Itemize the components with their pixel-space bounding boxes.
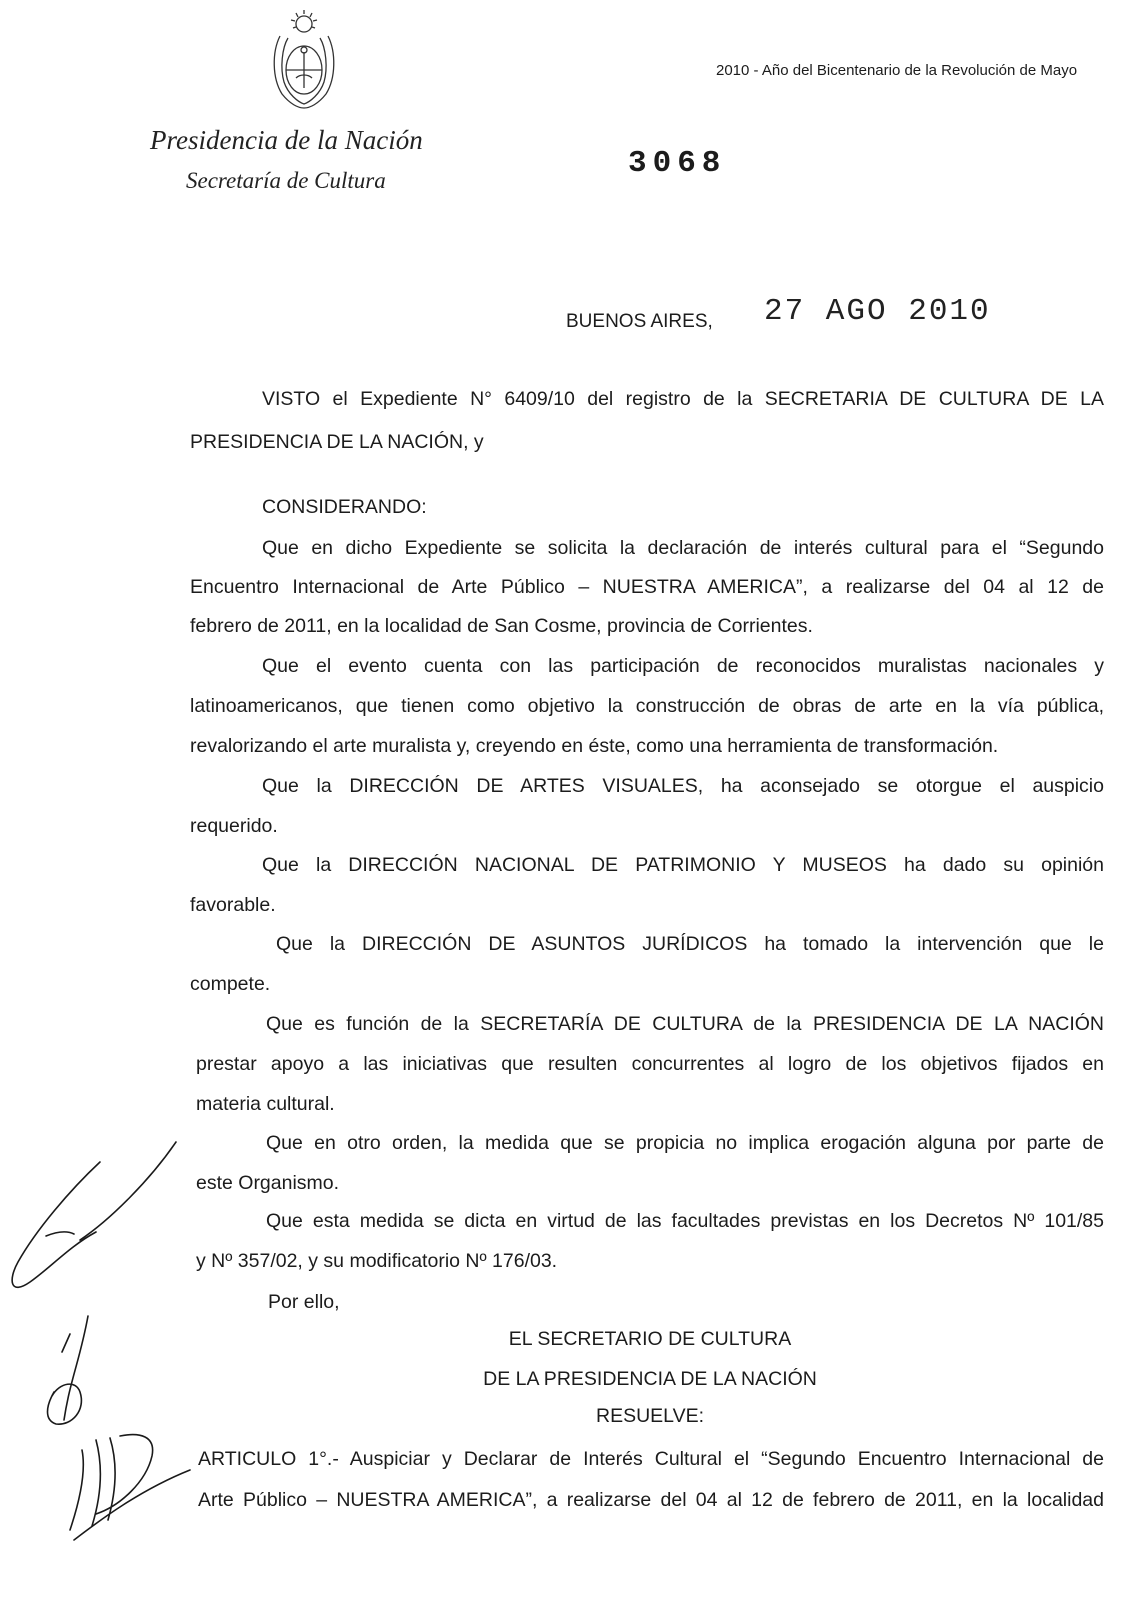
secretary-title-line-2: DE LA PRESIDENCIA DE LA NACIÓN [483, 1368, 817, 1390]
considerando-5-line-1: Que la DIRECCIÓN DE ASUNTOS JURÍDICOS ha tomado la intervención que le [276, 933, 1104, 955]
secretaria-heading: Secretaría de Cultura [186, 168, 386, 193]
considerando-8-line-1: Que esta medida se dicta en virtud de las facultades previstas en los Decretos Nº 101/85 [266, 1210, 1104, 1232]
considerando-3-line-2: requerido. [190, 815, 278, 837]
date-stamp: 27 AGO 2010 [764, 294, 991, 329]
year-motto: 2010 - Año del Bicentenario de la Revolución de Mayo [716, 62, 1078, 79]
considerando-4-line-2: favorable. [190, 894, 276, 916]
resolution-number: 3068 [628, 146, 727, 181]
presidencia-heading: Presidencia de la Nación [150, 125, 423, 155]
considerando-2-line-1: Que el evento cuenta con las participación de reconocidos muralistas nacionales y [262, 655, 1104, 677]
considerando-7-line-2: este Organismo. [196, 1172, 340, 1194]
secretary-title-line-1: EL SECRETARIO DE CULTURA [508, 1328, 792, 1350]
coat-of-arms-icon [268, 8, 340, 110]
considerando-2-line-3: revalorizando el arte muralista y, creyendo en éste, como una herramienta de transformación. [190, 735, 999, 757]
considerando-4-line-1: Que la DIRECCIÓN NACIONAL DE PATRIMONIO Y MUSEOS ha dado su opinión [262, 854, 1104, 876]
considerando-5-line-2: compete. [190, 973, 271, 995]
considerando-8-line-2: y Nº 357/02, y su modificatorio Nº 176/03. [196, 1250, 558, 1272]
considerando-6-line-1: Que es función de la SECRETARÍA DE CULTURA de la PRESIDENCIA DE LA NACIÓN [266, 1013, 1104, 1035]
por-ello: Por ello, [268, 1291, 340, 1313]
considerando-6-line-2: prestar apoyo a las iniciativas que resulten concurrentes al logro de los objetivos fijados en [196, 1053, 1104, 1075]
articulo-1-line-2: Arte Público – NUESTRA AMERICA”, a realizarse del 04 al 12 de febrero de 2011, en la localidad [198, 1489, 1104, 1511]
considerando-heading: CONSIDERANDO: [262, 496, 427, 518]
city-label: BUENOS AIRES, [566, 311, 713, 332]
considerando-2-line-2: latinoamericanos, que tienen como objetivo la construcción de obras de arte en la vía pública, [190, 695, 1104, 717]
visto-line-2: PRESIDENCIA DE LA NACIÓN, y [190, 431, 484, 453]
articulo-1-line-1: ARTICULO 1°.- Auspiciar y Declarar de Interés Cultural el “Segundo Encuentro Internacional de [198, 1448, 1104, 1470]
considerando-3-line-1: Que la DIRECCIÓN DE ARTES VISUALES, ha aconsejado se otorgue el auspicio [262, 775, 1104, 797]
visto-line-1: VISTO el Expediente N° 6409/10 del registro de la SECRETARIA DE CULTURA DE LA [262, 388, 1104, 410]
considerando-1-line-2: Encuentro Internacional de Arte Público – NUESTRA AMERICA”, a realizarse del 04 al 12 de [190, 576, 1104, 598]
considerando-1-line-3: febrero de 2011, en la localidad de San Cosme, provincia de Corrientes. [190, 615, 813, 637]
handwritten-initials-icon [0, 1120, 200, 1600]
considerando-7-line-1: Que en otro orden, la medida que se propicia no implica erogación alguna por parte de [266, 1132, 1104, 1154]
considerando-1-line-1: Que en dicho Expediente se solicita la declaración de interés cultural para el “Segundo [262, 537, 1104, 559]
considerando-6-line-3: materia cultural. [196, 1093, 335, 1115]
resuelve-heading: RESUELVE: [595, 1405, 704, 1427]
